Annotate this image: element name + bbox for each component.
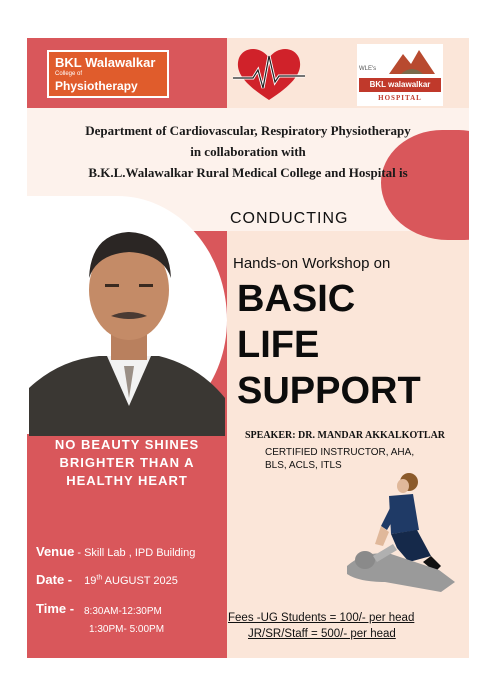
college-logo-line1: BKL Walawalkar [55, 55, 156, 70]
college-logo [47, 50, 169, 98]
title-line1: BASIC [237, 278, 356, 320]
venue-value: - Skill Lab , IPD Building [74, 547, 196, 559]
college-logo-line3: Physiotherapy [55, 79, 138, 93]
mountain-icon [387, 46, 437, 76]
header-line1: Department of Cardiovascular, Respiratory Physiotherapy [85, 123, 411, 138]
cpr-illustration [345, 470, 460, 595]
health-quote [27, 436, 227, 490]
date-day: 19 [84, 575, 97, 587]
college-logo-line2: College of [55, 71, 83, 77]
time-slot-morning: 8:30AM-12:30PM [84, 606, 162, 617]
time-label: Time - [36, 601, 75, 616]
department-header [27, 120, 469, 183]
hospital-logo-line2: BKL walawalkar [359, 78, 441, 92]
date-label: Date - [36, 572, 73, 587]
fees-line1: Fees -UG Students = 100/- per head [228, 612, 415, 624]
quote-line3: HEALTHY HEART [66, 473, 188, 488]
quote-line2: BRIGHTER THAN A [59, 455, 195, 470]
fees-info [228, 610, 414, 642]
venue-row [36, 543, 195, 561]
quote-line1: NO BEAUTY SHINES [54, 437, 200, 452]
speaker-photo [29, 198, 225, 436]
header-line3: B.K.L.Walawalkar Rural Medical College and Hospital is [88, 165, 408, 180]
date-suffix: th [96, 574, 103, 582]
date-value [84, 575, 178, 587]
date-rest: AUGUST 2025 [102, 575, 178, 587]
workshop-title [237, 276, 421, 414]
date-row [36, 571, 178, 589]
speaker-name: SPEAKER: DR. MANDAR AKKALKOTLAR [245, 430, 446, 441]
hospital-logo-line1: WLE's [359, 66, 377, 72]
time-slot-afternoon: 1:30PM- 5:00PM [89, 624, 165, 635]
fees-line2: JR/SR/Staff = 500/- per head [248, 628, 396, 640]
time-row [36, 600, 165, 635]
header-line2: in collaboration with [190, 144, 306, 159]
hospital-logo [357, 44, 443, 106]
heart-ecg-icon [231, 42, 307, 106]
poster [27, 38, 469, 658]
conducting-label: CONDUCTING [230, 210, 349, 227]
title-line2: LIFE [237, 324, 320, 366]
speaker-credentials: CERTIFIED INSTRUCTOR, AHA, BLS, ACLS, ITLS [265, 447, 415, 471]
venue-label: Venue [36, 544, 75, 559]
title-line3: SUPPORT [237, 370, 421, 412]
workshop-subtitle: Hands-on Workshop on [233, 255, 391, 272]
hospital-logo-line3: HOSPITAL [378, 94, 422, 102]
